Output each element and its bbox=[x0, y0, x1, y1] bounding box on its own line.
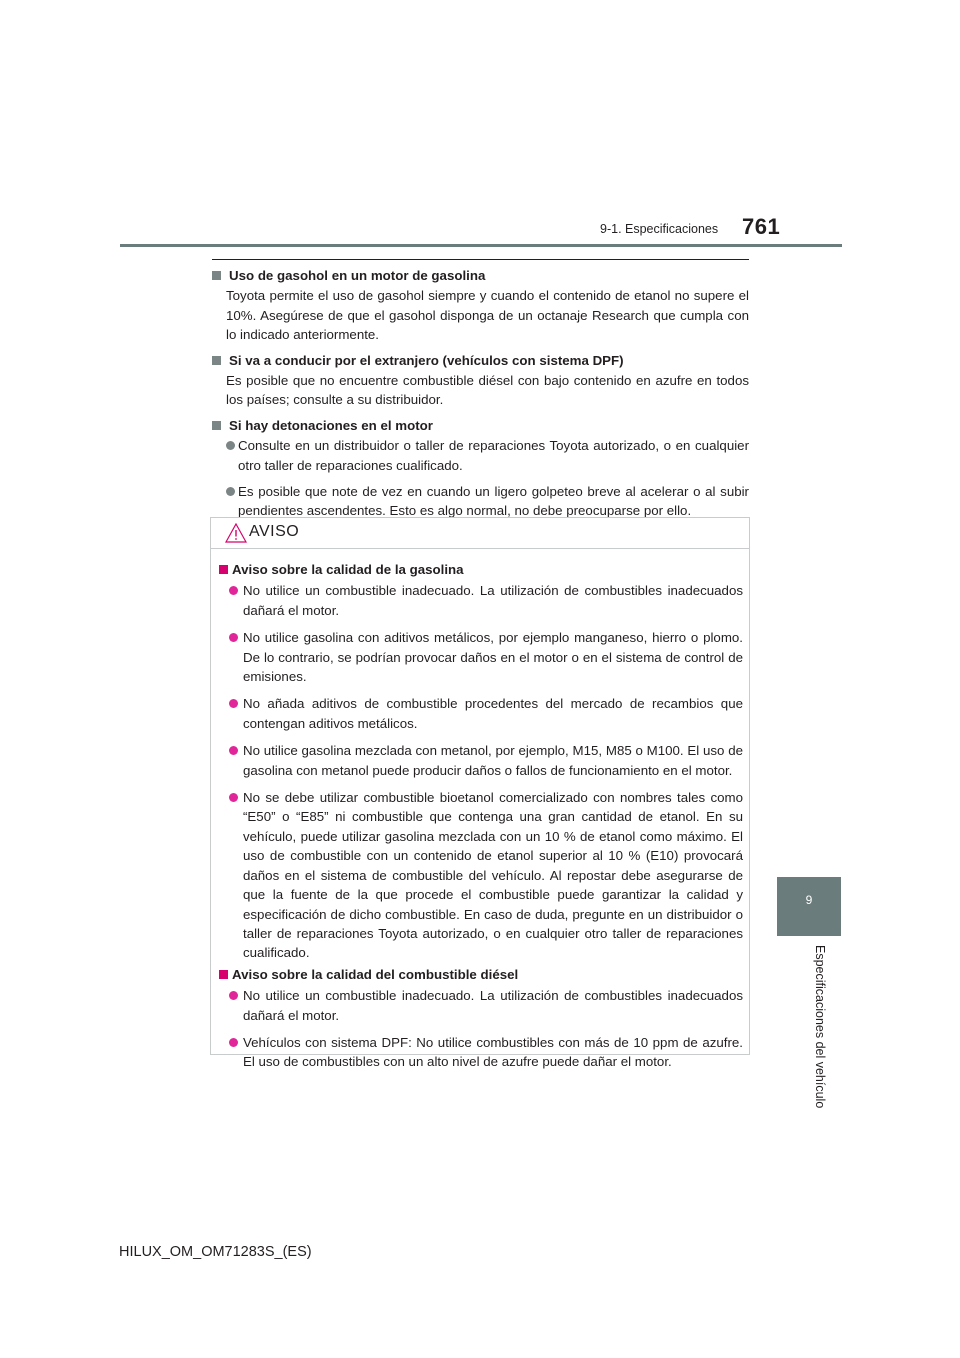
list-item: No añada aditivos de combustible procedentes del mercado de recambios que contengan aditivos metálicos. bbox=[219, 694, 743, 733]
circle-bullet-icon bbox=[229, 699, 238, 708]
circle-bullet-icon bbox=[229, 991, 238, 1000]
list-item: No utilice gasolina con aditivos metálicos, por ejemplo manganeso, hierro o plomo. De lo contrario, se podrían provocar daños en el motor o en el sistema de control de emisiones. bbox=[219, 628, 743, 686]
square-bullet-icon bbox=[212, 271, 221, 280]
list-item: No utilice un combustible inadecuado. La utilización de combustibles inadecuados dañará el motor. bbox=[219, 581, 743, 620]
content-rule bbox=[212, 259, 749, 260]
notice-title: AVISO bbox=[249, 523, 300, 540]
list-item: Vehículos con sistema DPF: No utilice combustibles con más de 10 ppm de azufre. El uso de combustibles con un alto nivel de azufre puede dañar el motor. bbox=[219, 1033, 743, 1072]
header-rule bbox=[120, 244, 842, 247]
section-title: Si va a conducir por el extranjero (vehículos con sistema DPF) bbox=[212, 351, 749, 370]
warning-triangle-icon bbox=[225, 523, 247, 543]
square-bullet-icon bbox=[219, 565, 228, 574]
circle-bullet-icon bbox=[229, 633, 238, 642]
list-item: No se debe utilizar combustible bioetanol comercializado con nombres tales como “E50” o “E85” ni combustible que contenga una gran cantidad de etanol. En su vehículo, puede utilizar gasolina mezclada con un 10 % de etanol como máximo. El uso de combustible con un contenido de etanol superior al 10 % (E10) provocará daños en el sistema de combustible del vehículo. Al repostar debe asegurarse de que la fuente de la que procede el combustible puede garantizar la calidad y especificación de dicho combustible. En caso de duda, pregunte en un distribuidor o taller de reparaciones Toyota autorizado, o en cualquier otro taller de reparaciones cualificado. bbox=[219, 788, 743, 963]
list-item: Es posible que note de vez en cuando un ligero golpeteo breve al acelerar o al subir pendientes ascendentes. Esto es algo normal, no debe preocuparse por ello. bbox=[212, 482, 749, 521]
notice-body bbox=[219, 560, 743, 1072]
chapter-title-container bbox=[765, 945, 825, 1125]
square-bullet-icon bbox=[212, 356, 221, 365]
page-number: 761 bbox=[742, 214, 781, 239]
circle-bullet-icon bbox=[226, 487, 235, 496]
chapter-number: 9 bbox=[805, 893, 813, 907]
section-text: Es posible que no encuentre combustible diésel con bajo contenido en azufre en todos los países; consulte a su distribuidor. bbox=[226, 373, 749, 408]
square-bullet-icon bbox=[212, 421, 221, 430]
circle-bullet-icon bbox=[229, 586, 238, 595]
section-text: Toyota permite el uso de gasohol siempre y cuando el contenido de etanol no supere el 10%. Asegúrese de que el gasohol disponga de un octanaje Research que cumpla con lo indicado anteriormente. bbox=[226, 288, 749, 343]
notice-section-title: Aviso sobre la calidad de la gasolina bbox=[219, 560, 743, 579]
chapter-title: Especificaciones del vehículo bbox=[813, 945, 827, 1109]
header-section-title: 9-1. Especificaciones bbox=[600, 222, 719, 236]
notice-header bbox=[211, 518, 749, 549]
list-item: No utilice un combustible inadecuado. La utilización de combustibles inadecuados dañará el motor. bbox=[219, 986, 743, 1025]
circle-bullet-icon bbox=[229, 793, 238, 802]
notice-section-title: Aviso sobre la calidad del combustible diésel bbox=[219, 965, 743, 984]
footer-doc-id: HILUX_OM_OM71283S_(ES) bbox=[119, 1244, 312, 1260]
circle-bullet-icon bbox=[226, 441, 235, 450]
list-item: No utilice gasolina mezclada con metanol, por ejemplo, M15, M85 o M100. El uso de gasolina con metanol puede producir daños o fallos de funcionamiento en el motor. bbox=[219, 741, 743, 780]
notice-box bbox=[210, 517, 750, 1070]
section-title: Si hay detonaciones en el motor bbox=[212, 416, 749, 435]
circle-bullet-icon bbox=[229, 1038, 238, 1047]
section-title: Uso de gasohol en un motor de gasolina bbox=[212, 266, 749, 285]
list-item: Consulte en un distribuidor o taller de reparaciones Toyota autorizado, o en cualquier otro taller de reparaciones cualificado. bbox=[212, 436, 749, 475]
main-content bbox=[212, 266, 749, 521]
circle-bullet-icon bbox=[229, 746, 238, 755]
square-bullet-icon bbox=[219, 970, 228, 979]
